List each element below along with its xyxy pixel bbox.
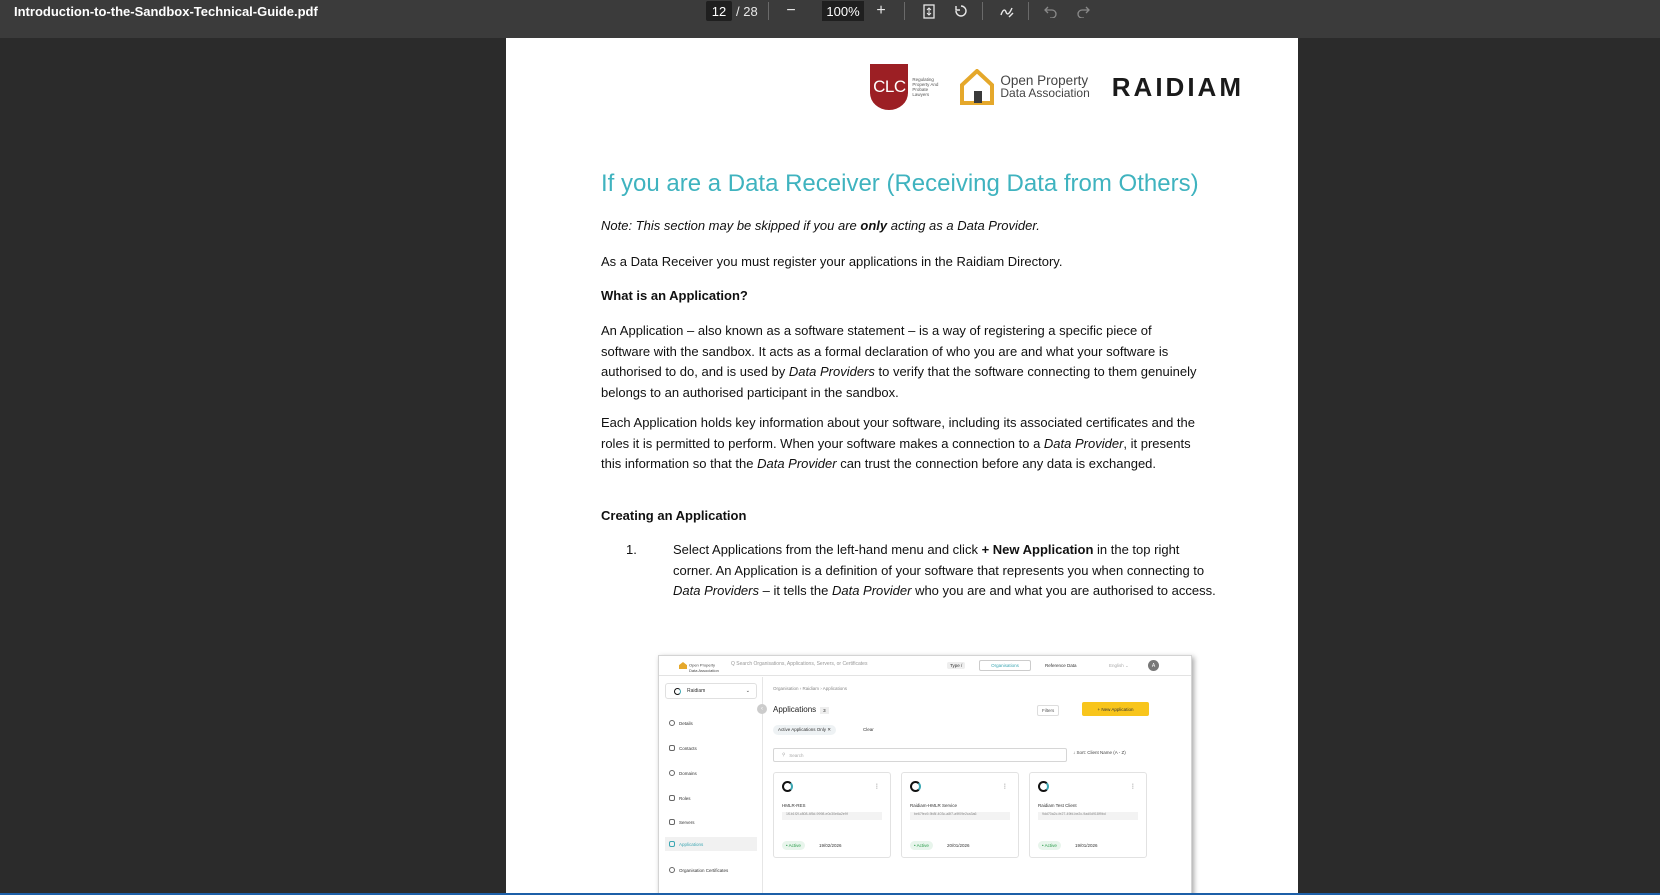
shot-language: English ⌄ [1109,663,1129,668]
intro-paragraph: As a Data Receiver you must register your applications in the Raidiam Directory. [601,254,1063,269]
shot-search-box: ⚲ Search [773,748,1067,762]
shot-filter-chip: Active Applications Only ✕ [773,725,836,735]
redo-icon [1076,4,1090,18]
zoom-level-input[interactable]: 100% [822,1,864,21]
shot-nav-contacts: Contacts [669,745,697,751]
clc-shield-icon: CLC [870,64,908,110]
more-icon: ⋮ [1002,784,1008,790]
app-icon [910,781,921,792]
opda-logo [960,69,1089,105]
shot-app-card: ⋮ HMLR-RES 1f1b1f2f-c808-4f5d-9998-e0c30e6a2e9f • Active 19/02/2026 [773,772,891,858]
page-number-input[interactable]: 12 [706,1,732,21]
key-icon [669,867,675,873]
shot-app-card: ⋮ Raidiam-HMLR Service be67fec9-9b8f-403c-a8f7-a9f09e2ca3a6 • Active 20/01/2026 [901,772,1019,858]
shot-app-card: ⋮ Raidiam Test Client 9dd70a2c-fe27-49fd-be2c-9ad0d918f9bd • Active 19/01/2026 [1029,772,1147,858]
house-icon [679,662,687,669]
plus-icon: + [876,2,886,19]
shot-sidebar [659,677,763,895]
server-icon [669,819,675,825]
toolbar-divider [904,2,905,20]
clc-tagline: Regulating Property And Probate Lawyers [912,77,939,97]
section-heading: If you are a Data Receiver (Receiving Data from Others) [601,170,1199,197]
fit-page-button[interactable] [918,1,940,21]
toolbar-divider [768,2,769,20]
house-icon [960,69,994,105]
toolbar-divider [1028,2,1029,20]
list-number: 1. [626,542,637,557]
shot-filters-button: Filters [1037,705,1059,716]
shot-nav-domains: Domains [669,770,697,776]
shot-new-application-button: + New Application [1082,702,1149,716]
redo-button[interactable] [1072,1,1094,21]
shot-nav-org-certificates: Organisation Certificates [669,867,728,873]
rotate-icon [953,3,969,19]
raidiam-icon [674,688,681,695]
list-text: Select Applications from the left-hand menu and click + New Application in the top right corner. An Application is a definition of your software that represents you when connecting to Data Providers – it tells the Data Provider who you are and what you are authorised to access. [673,542,1216,598]
application-definition-paragraph: An Application – also known as a software statement – is a way of registering a specific piece of software with the sandbox. It acts as a formal declaration of who you are and what your software is authorised to do, and is used by Data Providers to verify that the software connecting to them genuinely belongs to an authorised participant in the sandbox. [601,323,1197,400]
application-info-paragraph: Each Application holds key information about your software, including its associated certificates and the roles it is permitted to perform. When your software makes a connection to a Data Provider, it presents this information so that the Data Provider can trust the connection before any data is exchanged. [601,415,1196,471]
shot-breadcrumb: Organisation › Raidiam › Applications [773,686,848,691]
shot-nav-servers: Servers [669,819,695,825]
page-total: / 28 [736,3,758,19]
mail-icon [669,745,675,751]
clc-logo [870,64,938,110]
opda-line2: Data Association [1000,86,1090,100]
shot-org-selector: Raidiam ⌄ [665,683,757,699]
subheading-creating-application: Creating an Application [601,508,747,523]
embedded-screenshot [658,655,1192,895]
undo-button[interactable] [1040,1,1062,21]
shot-nav-roles: Roles [669,795,691,801]
toolbar-divider [982,2,983,20]
more-icon: ⋮ [1130,784,1136,790]
shot-search: Q Search Organisations, Applications, Servers, or Certificates [731,661,868,667]
app-icon [782,781,793,792]
subheading-what-is-application: What is an Application? [601,288,748,303]
opda-line1: Open Property [1000,73,1089,88]
shot-main [771,677,1186,895]
more-icon: ⋮ [874,784,880,790]
shot-collapse-icon: ‹ [757,704,767,714]
header-logos [870,62,1244,112]
shot-type-button: Type / [947,662,965,669]
pdf-viewport[interactable] [0,38,1660,895]
shot-sort-button: ↓ Sort: Client Name (A - Z) [1073,750,1126,755]
pdf-page [506,38,1298,895]
document-icon [669,795,675,801]
shot-reference-tab: Reference Data [1045,663,1077,668]
undo-icon [1044,4,1058,18]
app-icon [1038,781,1049,792]
fit-page-icon [923,4,935,19]
note-paragraph: Note: This section may be skipped if you are only acting as a Data Provider. [601,218,1040,233]
shot-title: Applications 3 [773,705,829,714]
shot-topbar [659,656,1192,676]
draw-icon [999,3,1015,19]
info-icon [669,720,675,726]
shot-organisations-tab: Organisations [979,660,1031,671]
zoom-in-button[interactable] [870,1,892,21]
rotate-button[interactable] [950,1,972,21]
search-icon: ⚲ [782,752,786,757]
shot-avatar: A [1148,660,1159,671]
globe-icon [669,770,675,776]
monitor-icon [669,841,675,847]
shot-clear-link: Clear [863,727,874,732]
shot-logo: Open Property Data Association [679,662,719,673]
document-filename: Introduction-to-the-Sandbox-Technical-Guide.pdf [14,4,318,19]
draw-button[interactable] [996,1,1018,21]
shot-nav-applications: Applications [665,837,757,851]
raidiam-logo: RAIDIAM [1111,71,1244,102]
zoom-out-button[interactable] [780,1,802,21]
minus-icon: − [786,2,796,19]
shot-nav-details: Details [669,720,693,726]
pdf-toolbar [0,0,1660,38]
